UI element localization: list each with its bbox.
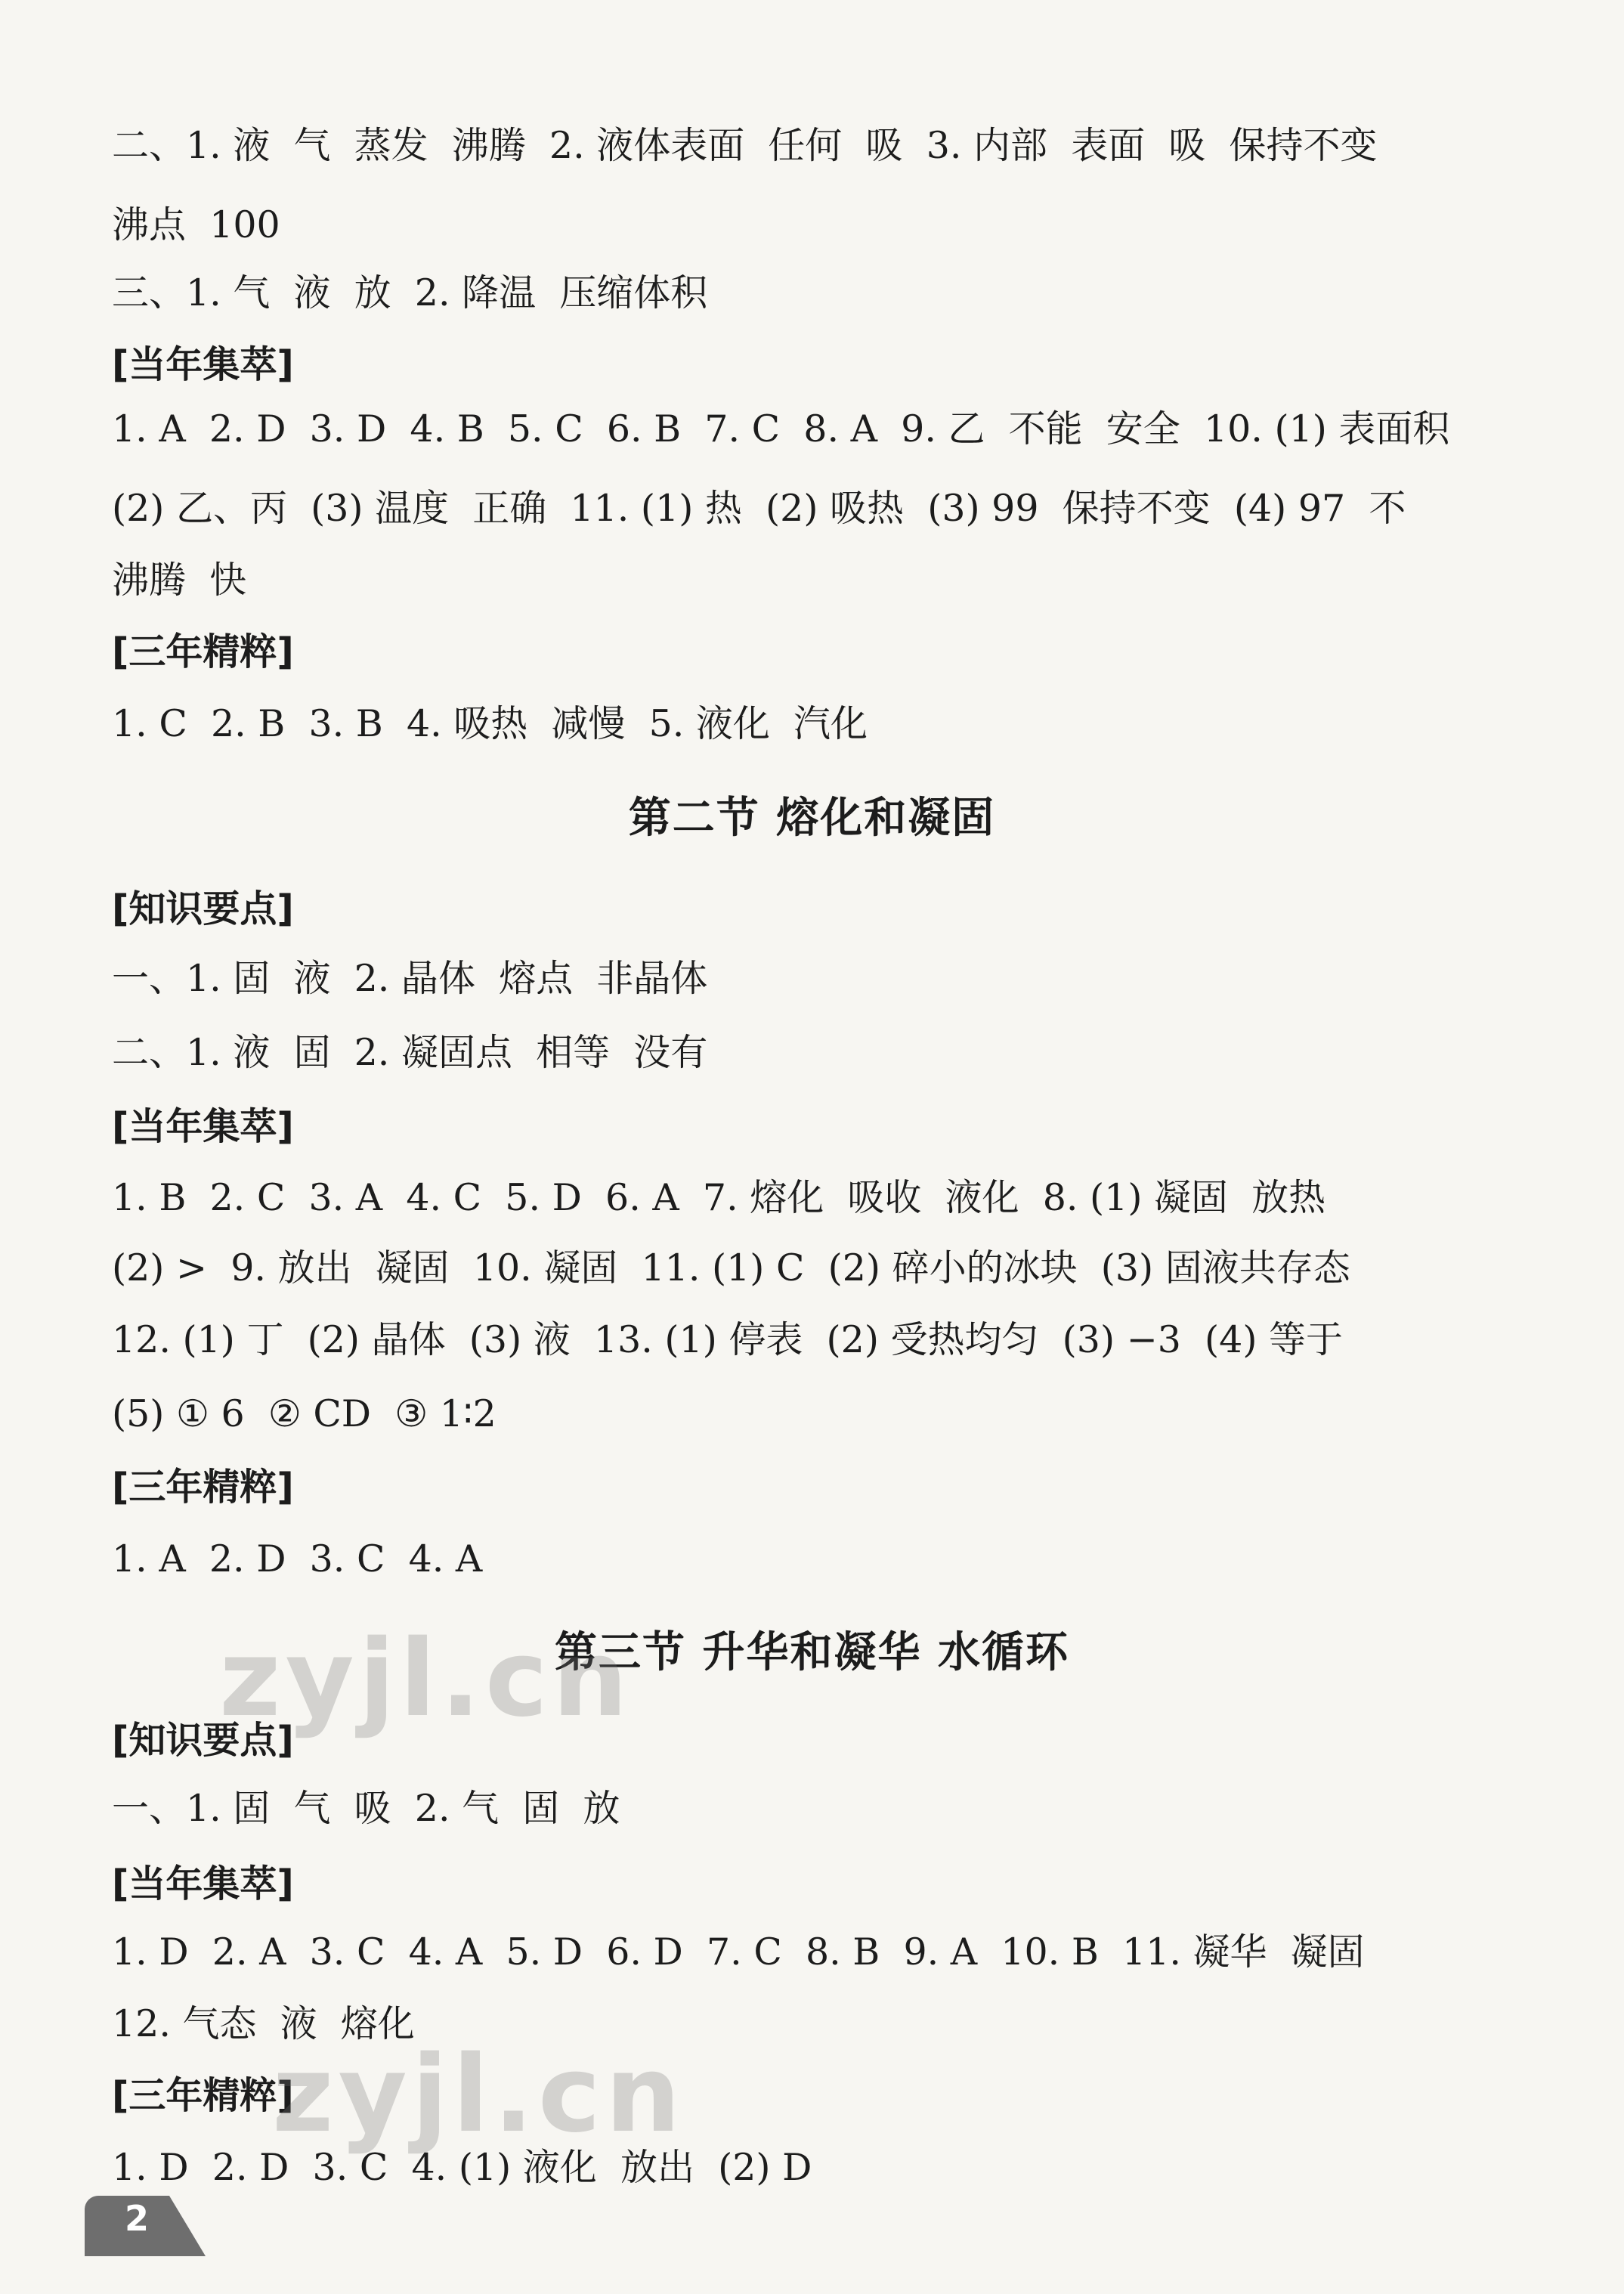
section-label: [当年集萃] <box>112 1105 294 1148</box>
answer-line: 1. A 2. D 3. C 4. A <box>112 1537 483 1580</box>
section-label: [知识要点] <box>112 887 294 930</box>
section-label: [三年精粹] <box>112 1466 294 1509</box>
answer-line: 1. C 2. B 3. B 4. 吸热 减慢 5. 液化 汽化 <box>112 702 868 745</box>
section-label: [当年集萃] <box>112 343 294 386</box>
answer-line: 1. D 2. A 3. C 4. A 5. D 6. D 7. C 8. B 9. A 10. B 11. 凝华 凝固 <box>112 1930 1365 1974</box>
answer-line: 12. 气态 液 熔化 <box>112 2002 415 2045</box>
answer-line: (5) ① 6 ② CD ③ 1∶2 <box>112 1392 496 1435</box>
watermark: zyjl.cn <box>219 1618 633 1741</box>
watermark: zyjl.cn <box>272 2033 685 2156</box>
answer-line: 二、1. 液 气 蒸发 沸腾 2. 液体表面 任何 吸 3. 内部 表面 吸 保持不变 <box>112 124 1378 167</box>
answer-line: 一、1. 固 液 2. 晶体 熔点 非晶体 <box>112 957 708 1000</box>
answer-line: 一、1. 固 气 吸 2. 气 固 放 <box>112 1787 620 1830</box>
answer-line: 1. B 2. C 3. A 4. C 5. D 6. A 7. 熔化 吸收 液化 8. (1) 凝固 放热 <box>112 1176 1326 1219</box>
answer-line: (2) > 9. 放出 凝固 10. 凝固 11. (1) C (2) 碎小的冰块 (3) 固液共存态 <box>112 1246 1350 1289</box>
answer-line: 三、1. 气 液 放 2. 降温 压缩体积 <box>112 271 708 314</box>
answer-line: 沸腾 快 <box>112 559 247 602</box>
section-title: 第三节 升华和凝华 水循环 <box>555 1628 1069 1677</box>
answer-line: 二、1. 液 固 2. 凝固点 相等 没有 <box>112 1031 708 1074</box>
answer-line: (2) 乙、丙 (3) 温度 正确 11. (1) 热 (2) 吸热 (3) 99 保持不变 (4) 97 不 <box>112 487 1406 530</box>
answer-line: 1. D 2. D 3. C 4. (1) 液化 放出 (2) D <box>112 2146 812 2189</box>
section-label: [三年精粹] <box>112 630 294 673</box>
section-label: [知识要点] <box>112 1719 294 1762</box>
answer-line: 沸点 100 <box>112 203 280 246</box>
section-title: 第二节 熔化和凝固 <box>628 794 996 843</box>
answer-line: 12. (1) 丁 (2) 晶体 (3) 液 13. (1) 停表 (2) 受热均匀 (3) −3 (4) 等于 <box>112 1318 1344 1361</box>
page-number: 2 <box>125 2198 150 2239</box>
answer-line: 1. A 2. D 3. D 4. B 5. C 6. B 7. C 8. A 9. 乙 不能 安全 10. (1) 表面积 <box>112 407 1450 450</box>
section-label: [三年精粹] <box>112 2074 294 2117</box>
section-label: [当年集萃] <box>112 1862 294 1905</box>
